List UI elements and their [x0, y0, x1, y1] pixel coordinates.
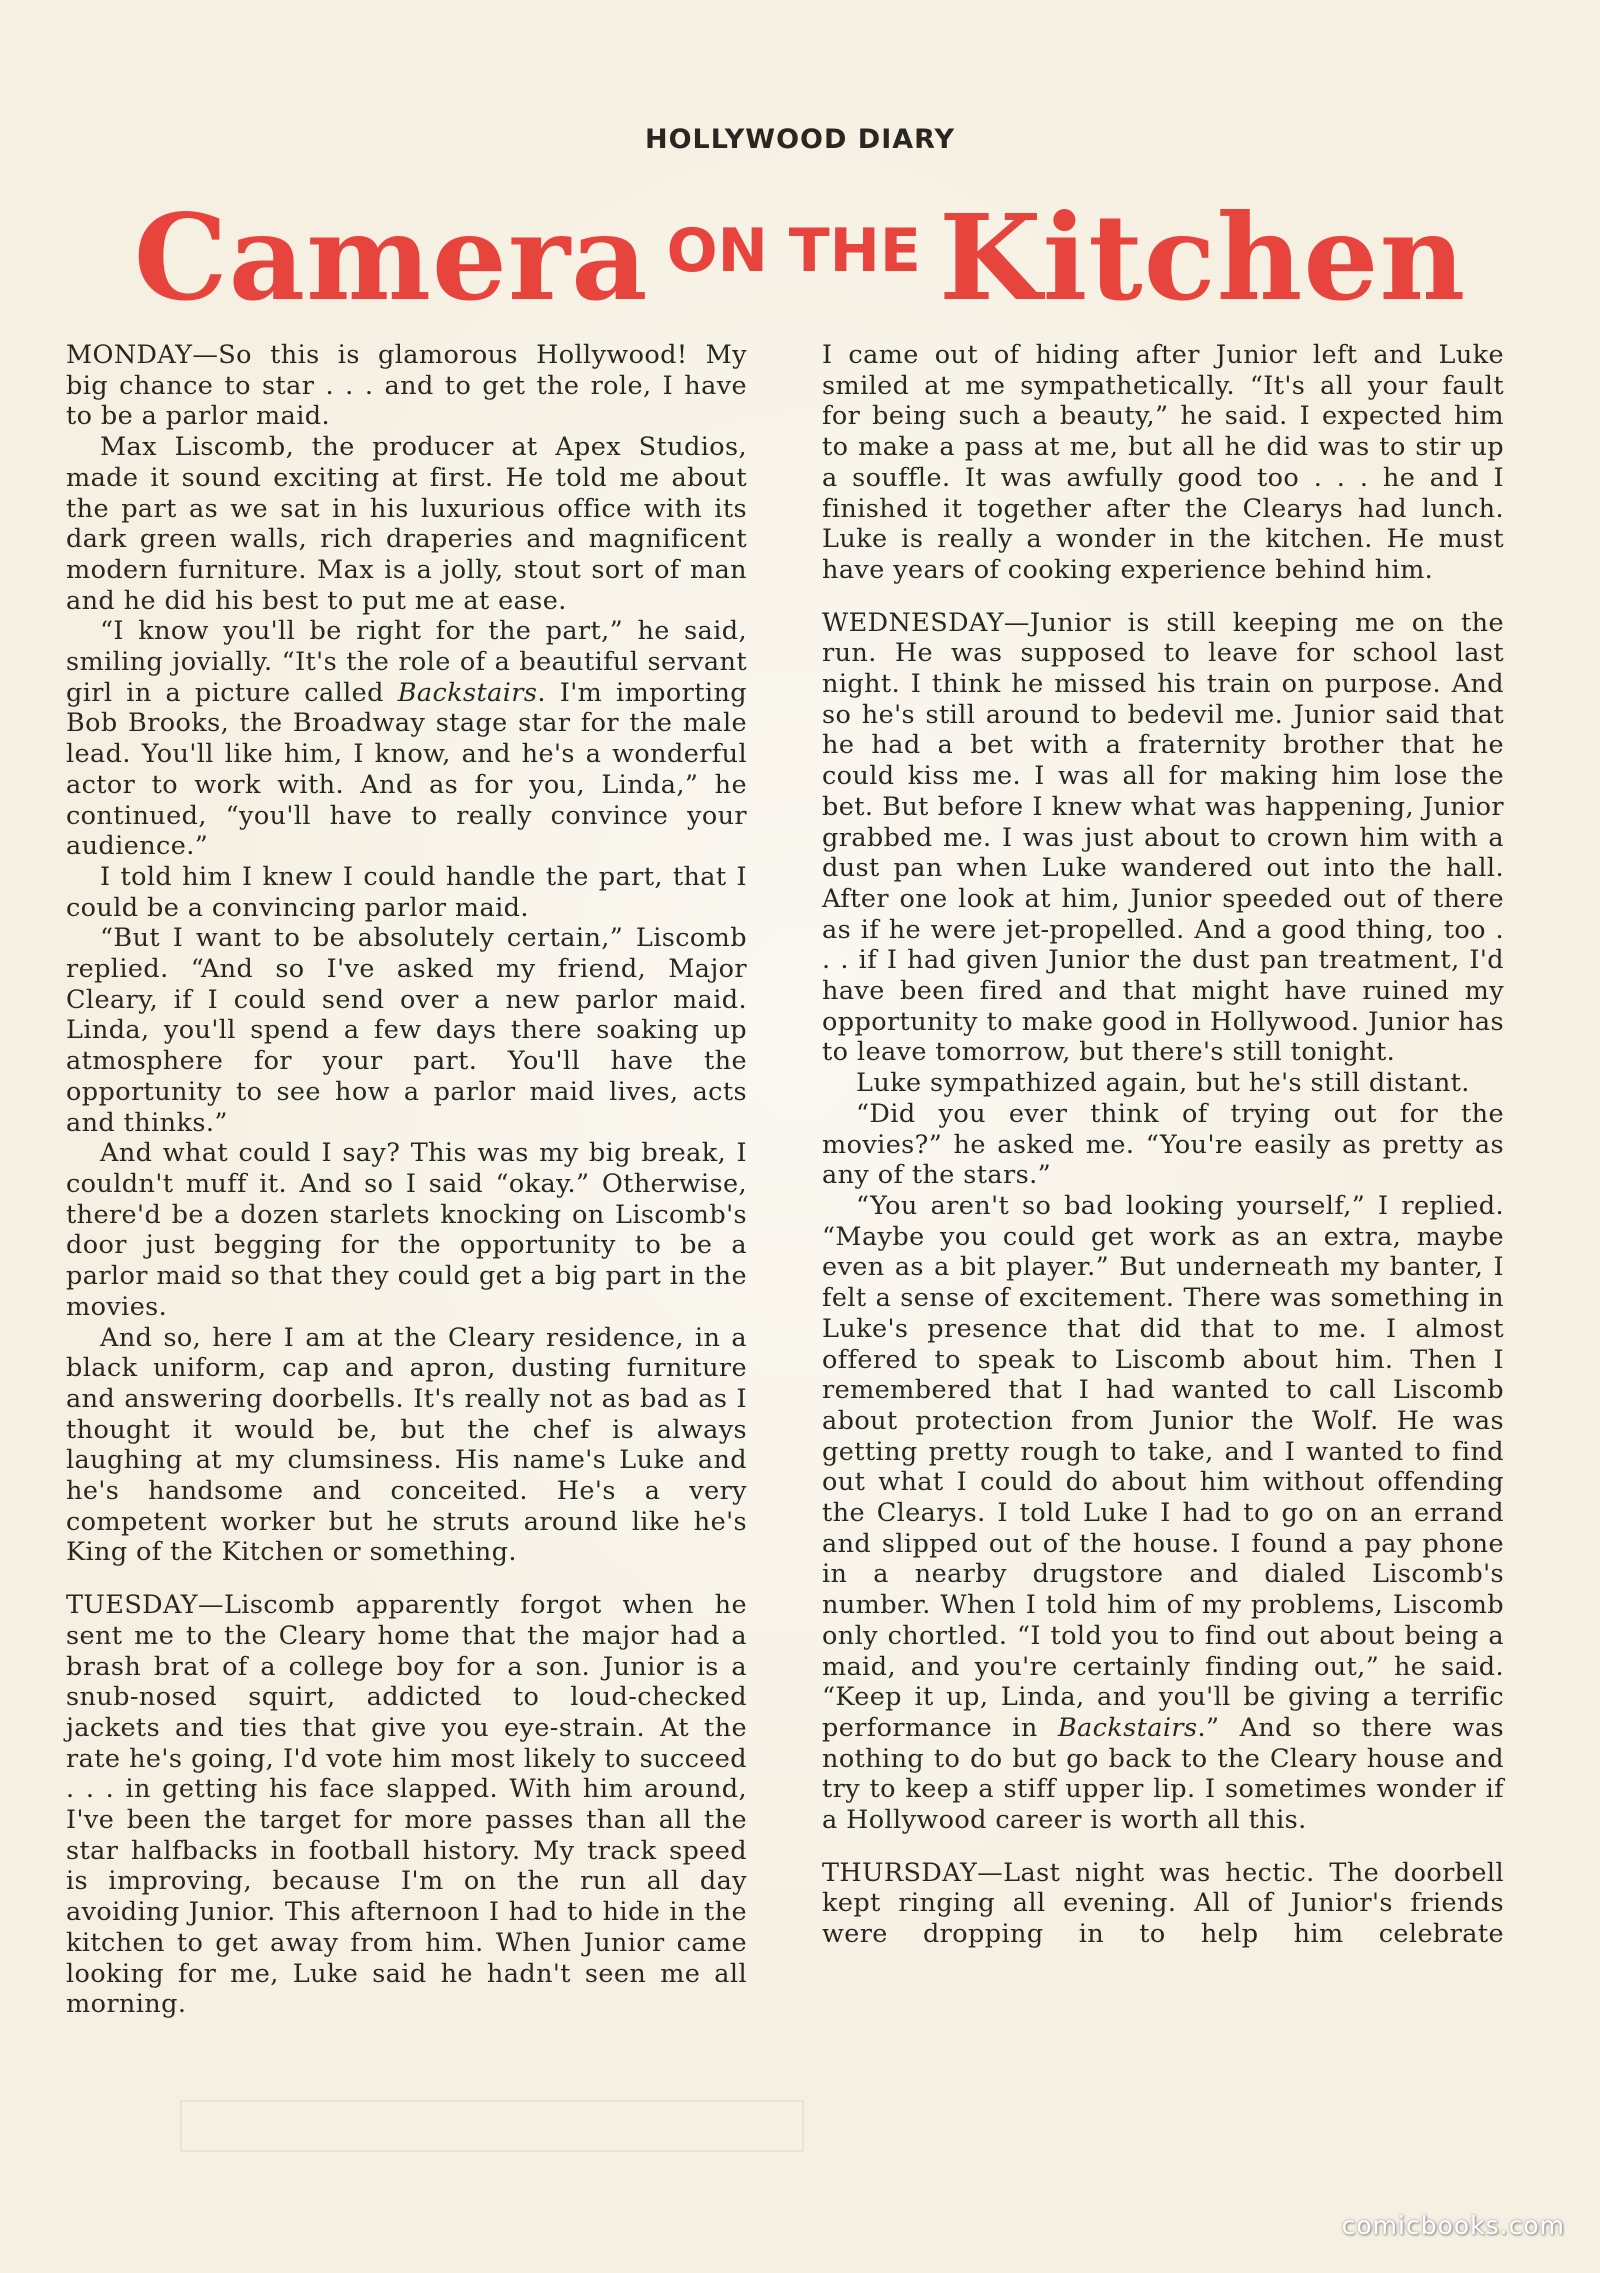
title-camera: Camera — [133, 188, 649, 327]
watermark: comicbooks.com — [1341, 2211, 1565, 2240]
title-kitchen: Kitchen — [938, 188, 1467, 327]
paragraph: THURSDAY—Last night was hectic. The doorbell kept ringing all evening. All of Junior's friends were dropping in to help him celebrate — [822, 1857, 1504, 1950]
paragraph: “But I want to be absolutely certain,” Liscomb replied. “And so I've asked my friend, Major Cleary, if I could send over a new parlor maid. Linda, you'll spend a few days there soaking up atmosphere for your part. You'll have the opportunity to see how a parlor maid lives, acts and thinks.” — [66, 923, 747, 1138]
paragraph: I came out of hiding after Junior left and Luke smiled at me sympathetically. “It's all your fault for being such a beauty,” he said. I expected him to make a pass at me, but all he did was to stir up a souffle. It was awfully good too . . . he and I finished it together after the Clearys had lunch. Luke is really a wonder in the kitchen. He must have years of cooking experience behind him. — [822, 340, 1504, 585]
paragraph: And so, here I am at the Cleary residence, in a black uniform, cap and apron, dusting furniture and answering doorbells. It's really not as bad as I thought it would be, but the chef is always laughing at my clumsiness. His name's Luke and he's handsome and conceited. He's a very competent worker but he struts around like he's King of the Kitchen or something. — [66, 1322, 747, 1568]
faded-coupon-ghost — [180, 2100, 804, 2152]
paragraph: I told him I knew I could handle the part, that I could be a convincing parlor maid. — [66, 861, 747, 923]
paragraph: WEDNESDAY—Junior is still keeping me on the run. He was supposed to leave for school last night. I think he missed his train on purpose. And so he's still around to bedevil me. Junior said that he had a bet with a fraternity brother that he could kiss me. I was all for making him lose the bet. But before I knew what was happening, Junior grabbed me. I was just about to crown him with a dust pan when Luke wandered out into the hall. After one look at him, Junior speeded out of there as if he were jet-propelled. And a good thing, too . . . if I had given Junior the dust pan treatment, I'd have been fired and that might have ruined my opportunity to make good in Hollywood. Junior has to leave tomorrow, but there's still tonight. — [822, 607, 1504, 1068]
right-column — [822, 340, 1504, 1950]
paragraph: TUESDAY—Liscomb apparently forgot when he sent me to the Cleary home that the major had a brash brat of a college boy for a son. Junior is a snub-nosed squirt, addicted to loud-checked jackets and ties that give you eye-strain. At the rate he's going, I'd vote him most likely to succeed . . . in getting his face slapped. With him around, I've been the target for more passes than all the star halfbacks in football history. My track speed is improving, because I'm on the run all day avoiding Junior. This afternoon I had to hide in the kitchen to get away from him. When Junior came looking for me, Luke said he hadn't seen me all morning. — [66, 1590, 747, 2020]
paragraph: And what could I say? This was my big break, I couldn't muff it. And so I said “okay.” Otherwise, there'd be a dozen starlets knocking on Liscomb's door just begging for the opportunity to be a parlor maid so that they could get a big part in the movies. — [66, 1138, 747, 1322]
paragraph: “I know you'll be right for the part,” he said, smiling jovially. “It's the role of a beautiful servant girl in a picture called Backstairs. I'm importing Bob Brooks, the Broadway stage star for the male lead. You'll like him, I know, and he's a wonderful actor to work with. And as for you, Linda,” he continued, “you'll have to really convince your audience.” — [66, 616, 747, 862]
article-title — [0, 188, 1600, 327]
title-on-the: ON THE — [666, 216, 921, 286]
paragraph: “Did you ever think of trying out for the movies?” he asked me. “You're easily as pretty as any of the stars.” — [822, 1098, 1504, 1191]
paragraph: “You aren't so bad looking yourself,” I replied. “Maybe you could get work as an extra, maybe even as a bit player.” But underneath my banter, I felt a sense of excitement. There was something in Luke's presence that did that to me. I almost offered to speak to Liscomb about him. Then I remembered that I had wanted to call Liscomb about protection from Junior the Wolf. He was getting pretty rough to take, and I wanted to find out what I could do about him without offending the Clearys. I told Luke I had to go on an errand and slipped out of the house. I found a pay phone in a nearby drugstore and dialed Liscomb's number. When I told him of my problems, Liscomb only chortled. “I told you to find out about being a maid, and you're certainly finding out,” he said. “Keep it up, Linda, and you'll be giving a terrific performance in Backstairs.” And so there was nothing to do but go back to the Cleary house and try to keep a stiff upper lip. I sometimes wonder if a Hollywood career is worth all this. — [822, 1190, 1504, 1836]
left-column — [66, 340, 747, 2020]
page-header: HOLLYWOOD DIARY — [644, 124, 956, 155]
paragraph: MONDAY—So this is glamorous Hollywood! My big chance to star . . . and to get the role, I have to be a parlor maid. — [66, 340, 747, 432]
paragraph: Max Liscomb, the producer at Apex Studios, made it sound exciting at first. He told me about the part as we sat in his luxurious office with its dark green walls, rich draperies and magnificent modern furniture. Max is a jolly, stout sort of man and he did his best to put me at ease. — [66, 432, 747, 616]
paragraph: Luke sympathized again, but he's still distant. — [856, 1068, 1470, 1099]
